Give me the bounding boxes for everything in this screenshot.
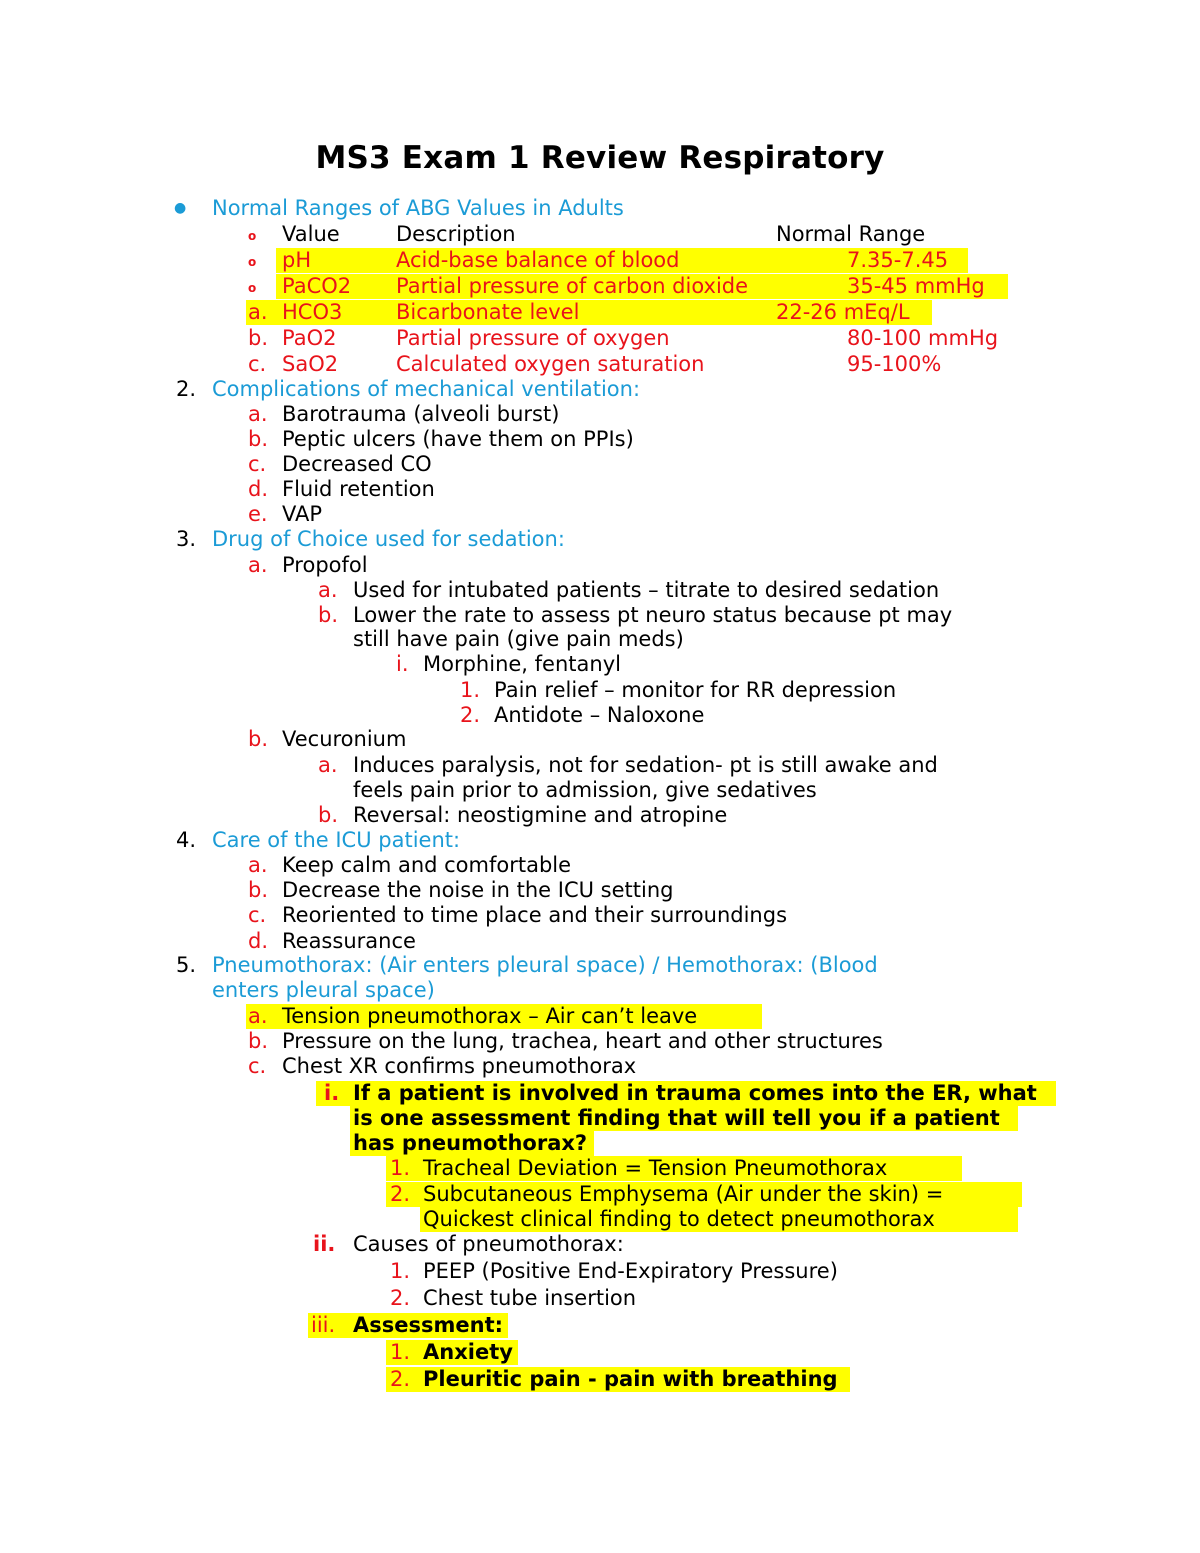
list-text: PEEP (Positive End-Expiratory Pressure) — [423, 1259, 838, 1283]
row-marker: o — [248, 255, 257, 269]
abg-row-value: SaO2 — [282, 352, 339, 376]
list-text: Reassurance — [282, 929, 416, 953]
list-marker: i. — [396, 652, 409, 676]
list-text: still have pain (give pain meds) — [353, 627, 684, 651]
section-number: 2. — [176, 377, 197, 401]
list-marker: d. — [248, 477, 269, 501]
row-marker: a. — [246, 300, 932, 325]
abg-row-value: PaCO2 — [276, 274, 1008, 299]
section-number: 5. — [176, 953, 197, 977]
section-number: 3. — [176, 527, 197, 551]
abg-heading: Normal Ranges of ABG Values in Adults — [212, 196, 624, 220]
list-marker: 2. — [460, 703, 481, 727]
list-marker: a. — [318, 578, 338, 602]
list-marker: 2. — [390, 1367, 411, 1391]
list-text: feels pain prior to admission, give sedatives — [353, 778, 817, 802]
list-marker: b. — [318, 603, 339, 627]
abg-row-description: Calculated oxygen saturation — [396, 352, 705, 376]
col-range-header: Normal Range — [776, 222, 926, 246]
row-marker: c. — [248, 352, 267, 376]
list-text: Propofol — [282, 553, 368, 577]
list-text: If a patient is involved in trauma comes into the ER, what — [353, 1081, 1037, 1105]
list-marker: i. — [324, 1081, 340, 1105]
list-text: Pleuritic pain - pain with breathing — [423, 1367, 838, 1391]
list-marker: b. — [248, 427, 269, 451]
row-marker: o — [248, 229, 257, 243]
list-text: Reoriented to time place and their surroundings — [282, 903, 788, 927]
list-text: VAP — [282, 502, 323, 526]
section-number: 4. — [176, 828, 197, 852]
list-marker: c. — [248, 903, 267, 927]
list-text: has pneumothorax? — [353, 1131, 588, 1155]
bullet-icon: ● — [174, 200, 187, 216]
list-marker: ii. — [313, 1232, 336, 1256]
list-marker: b. — [248, 1029, 269, 1053]
abg-row-value: PaO2 — [282, 326, 337, 350]
abg-row-range: 7.35-7.45 — [847, 248, 949, 272]
section-title: enters pleural space) — [212, 978, 435, 1002]
list-marker: a. — [248, 1004, 268, 1028]
list-text: Assessment: — [353, 1313, 504, 1337]
list-marker: 2. — [390, 1286, 411, 1310]
list-marker: 1. — [390, 1259, 411, 1283]
abg-row-range: 35-45 mmHg — [847, 274, 985, 298]
section-title: Complications of mechanical ventilation: — [212, 377, 641, 401]
abg-row-ph — [0, 248, 949, 273]
list-marker: 2. — [390, 1182, 411, 1206]
list-text: Tension pneumothorax – Air can’t leave — [282, 1004, 698, 1028]
list-marker: b. — [248, 878, 269, 902]
list-text: Chest tube insertion — [423, 1286, 637, 1310]
list-text: Pressure on the lung, trachea, heart and other structures — [282, 1029, 883, 1053]
list-marker: a. — [318, 753, 338, 777]
list-marker: a. — [248, 402, 268, 426]
abg-row-paco2 — [0, 274, 985, 299]
row-marker: b. — [248, 326, 269, 350]
list-text: Morphine, fentanyl — [423, 652, 621, 676]
list-marker: c. — [248, 1054, 267, 1078]
list-text: Induces paralysis, not for sedation- pt is still awake and — [353, 753, 938, 777]
list-marker: 1. — [460, 678, 481, 702]
list-text: Vecuronium — [282, 727, 407, 751]
list-text: Decrease the noise in the ICU setting — [282, 878, 674, 902]
abg-row-value: pH — [276, 248, 968, 273]
col-description-header: Description — [396, 222, 516, 246]
list-text: Reversal: neostigmine and atropine — [353, 803, 728, 827]
page-title: MS3 Exam 1 Review Respiratory — [315, 140, 885, 176]
section-title: Pneumothorax: (Air enters pleural space) / Hemothorax: (Blood — [212, 953, 878, 977]
section-title: Drug of Choice used for sedation: — [212, 527, 565, 551]
list-text: Keep calm and comfortable — [282, 853, 572, 877]
list-text: Pain relief – monitor for RR depression — [494, 678, 897, 702]
abg-row-range: 95-100% — [847, 352, 942, 376]
abg-header-row — [0, 222, 926, 247]
abg-row-description: Bicarbonate level — [396, 300, 580, 324]
abg-row-description: Partial pressure of oxygen — [396, 326, 670, 350]
list-marker: e. — [248, 502, 268, 526]
list-marker: a. — [248, 553, 268, 577]
list-marker: 1. — [390, 1340, 411, 1364]
list-marker: c. — [248, 452, 267, 476]
list-marker: b. — [248, 727, 269, 751]
abg-row-description: Acid-base balance of blood — [396, 248, 680, 272]
list-text: Subcutaneous Emphysema (Air under the skin) = — [423, 1182, 944, 1206]
list-text: Tracheal Deviation = Tension Pneumothorax — [423, 1156, 888, 1180]
list-text: Causes of pneumothorax: — [353, 1232, 624, 1256]
abg-row-range: 22-26 mEq/L — [776, 300, 910, 324]
list-marker: 1. — [390, 1156, 411, 1180]
list-text: Anxiety — [423, 1340, 513, 1364]
abg-row-range: 80-100 mmHg — [847, 326, 999, 350]
list-marker: b. — [318, 803, 339, 827]
list-text: is one assessment finding that will tell you if a patient — [353, 1106, 1000, 1130]
section-title: Care of the ICU patient: — [212, 828, 461, 852]
list-marker: iii. — [311, 1313, 336, 1337]
list-text: Chest XR confirms pneumothorax — [282, 1054, 637, 1078]
list-text: Barotrauma (alveoli burst) — [282, 402, 560, 426]
col-value-header: Value — [282, 222, 340, 246]
row-marker: o — [248, 281, 257, 295]
list-text: Antidote – Naloxone — [494, 703, 705, 727]
list-text: Fluid retention — [282, 477, 435, 501]
abg-row-description: Partial pressure of carbon dioxide — [396, 274, 749, 298]
list-text: Peptic ulcers (have them on PPIs) — [282, 427, 634, 451]
list-text: Decreased CO — [282, 452, 432, 476]
list-text: Lower the rate to assess pt neuro status because pt may — [353, 603, 953, 627]
list-text: Used for intubated patients – titrate to desired sedation — [353, 578, 940, 602]
list-text: Quickest clinical finding to detect pneumothorax — [423, 1207, 935, 1231]
abg-row-value: HCO3 — [282, 300, 343, 324]
list-marker: d. — [248, 929, 269, 953]
list-marker: a. — [248, 853, 268, 877]
